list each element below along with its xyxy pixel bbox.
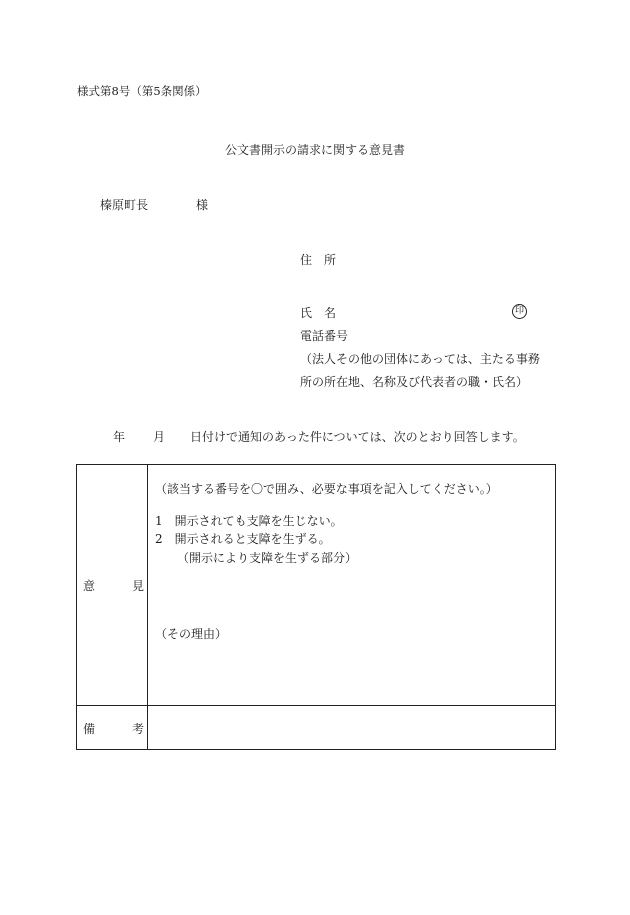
corporate-note-line-2: 所の所在地、名称及び代表者の職・氏名） [300, 375, 529, 389]
seal-icon: 印 [512, 304, 527, 319]
address-label: 住 所 [300, 253, 337, 267]
addressee-honorific: 様 [196, 198, 209, 212]
phone-label: 電話番号 [300, 329, 349, 343]
corporate-note-line-1: （法人その他の団体にあっては、主たる事務 [300, 352, 540, 366]
opinion-table [76, 464, 556, 750]
remarks-label-char-2: 考 [132, 722, 145, 736]
reason-label: （その理由） [155, 627, 228, 641]
reply-month: 月 [153, 430, 166, 444]
reply-date-line [113, 430, 525, 444]
remarks-label-char-1: 備 [83, 722, 96, 736]
name-label: 氏 名 [300, 306, 337, 320]
opinion-option-1[interactable]: 1 開示されても支障を生じない。 [155, 514, 343, 528]
addressee-name: 榛原町長 [100, 198, 149, 212]
reply-text: 日付けで通知のあった件については、次のとおり回答します。 [190, 430, 525, 444]
table-row-divider [77, 705, 555, 706]
form-number: 様式第8号（第5条関係） [77, 84, 207, 98]
opinion-option-2-detail: （開示により支障を生ずる部分） [177, 551, 358, 565]
table-column-divider [147, 465, 148, 749]
opinion-instruction: （該当する番号を〇で囲み、必要な事項を記入してください。） [155, 482, 498, 496]
opinion-label-char-1: 意 [83, 579, 96, 593]
document-title: 公文書開示の請求に関する意見書 [225, 143, 406, 157]
reply-year: 年 [113, 430, 126, 444]
opinion-option-2[interactable]: 2 開示されると支障を生ずる。 [155, 532, 331, 546]
opinion-label-char-2: 見 [132, 579, 145, 593]
